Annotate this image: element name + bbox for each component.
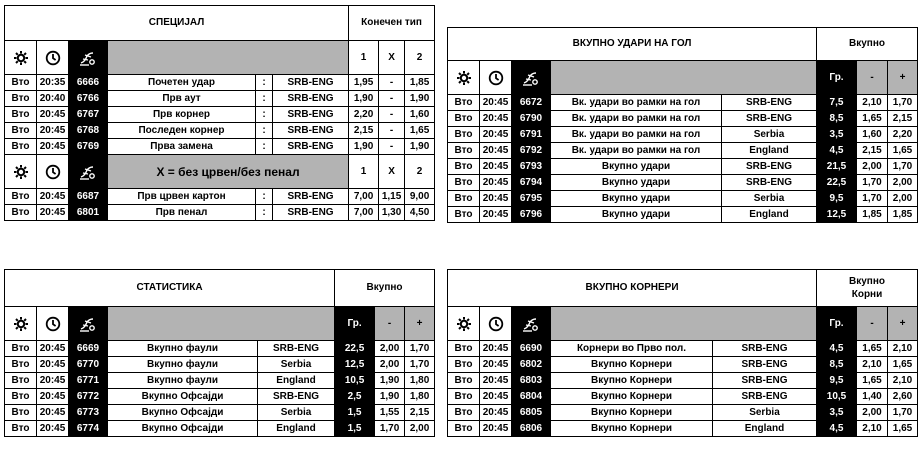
odd-under: 1,65: [857, 111, 888, 127]
table-row: [448, 207, 918, 223]
team-cell: SRB-ENG: [273, 91, 349, 107]
limit-cell: 3,5: [817, 127, 857, 143]
code-cell: 6767: [69, 107, 108, 123]
odd-under: 1,70: [375, 421, 405, 437]
code-cell: 6802: [512, 357, 551, 373]
col-title-line-1: Вкупно: [849, 275, 885, 287]
limit-cell: 8,5: [817, 357, 857, 373]
market-label: Вкупно Офсајди: [108, 421, 258, 437]
team-cell: SRB-ENG: [713, 341, 817, 357]
odd-under: 1,55: [375, 405, 405, 421]
code-cell: 6666: [69, 75, 108, 91]
corners-col-title: [817, 270, 918, 307]
separator: :: [256, 107, 273, 123]
code-cell: 6806: [512, 421, 551, 437]
time-cell: 20:45: [37, 107, 69, 123]
odd-over: 1,70: [888, 159, 918, 175]
header-fill: [551, 61, 817, 95]
clock-icon: [37, 155, 69, 189]
odd-2: 1,90: [405, 91, 435, 107]
day-cell: Вто: [448, 207, 480, 223]
odd-over: 2,00: [405, 421, 435, 437]
header-fill: [551, 307, 817, 341]
market-label: Вк. удари во рамки на гол: [551, 127, 722, 143]
table-row: [5, 91, 435, 107]
time-cell: 20:45: [480, 127, 512, 143]
time-cell: 20:35: [37, 75, 69, 91]
odd-under: 1,70: [857, 175, 888, 191]
odd-over: 2,20: [888, 127, 918, 143]
separator: :: [256, 75, 273, 91]
odd-under: 2,00: [857, 159, 888, 175]
day-cell: Вто: [448, 191, 480, 207]
limit-cell: 7,5: [817, 95, 857, 111]
shots-col-title: Вкупно: [817, 28, 918, 61]
market-label: Прв корнер: [108, 107, 256, 123]
day-cell: Вто: [5, 389, 37, 405]
table-row: [5, 205, 435, 221]
table-row: [448, 143, 918, 159]
clock-icon: [480, 307, 512, 341]
limit-cell: 4,5: [817, 341, 857, 357]
code-cell: 6687: [69, 189, 108, 205]
col-2-header: 2: [405, 155, 435, 189]
day-cell: Вто: [448, 373, 480, 389]
odd-2: 1,90: [405, 139, 435, 155]
time-cell: 20:45: [480, 405, 512, 421]
day-cell: Вто: [5, 341, 37, 357]
table-row: [448, 373, 918, 389]
odd-over: 2,15: [888, 111, 918, 127]
odd-over: 2,00: [888, 191, 918, 207]
table-row: [448, 405, 918, 421]
limit-cell: 22,5: [817, 175, 857, 191]
odd-over: 2,15: [405, 405, 435, 421]
limit-cell: 10,5: [817, 389, 857, 405]
day-cell: Вто: [448, 159, 480, 175]
odd-under: 1,60: [857, 127, 888, 143]
market-label: Вк. удари во рамки на гол: [551, 143, 722, 159]
team-cell: England: [258, 373, 335, 389]
odd-under: 2,15: [857, 143, 888, 159]
corners-block: [447, 269, 917, 437]
table-row: [448, 111, 918, 127]
market-label: Прва замена: [108, 139, 256, 155]
limit-cell: 12,5: [335, 357, 375, 373]
market-label: Вкупно Корнери: [551, 421, 713, 437]
team-cell: Serbia: [713, 405, 817, 421]
team-cell: SRB-ENG: [258, 389, 335, 405]
odd-under: 2,10: [857, 421, 888, 437]
table-row: [448, 357, 918, 373]
odd-1: 2,15: [349, 123, 379, 139]
code-cell: 6803: [512, 373, 551, 389]
odd-2: 1,85: [405, 75, 435, 91]
time-cell: 20:45: [37, 189, 69, 205]
time-cell: 20:45: [480, 111, 512, 127]
team-cell: SRB-ENG: [273, 107, 349, 123]
team-cell: SRB-ENG: [713, 357, 817, 373]
code-cell: 6672: [512, 95, 551, 111]
code-cell: 6768: [69, 123, 108, 139]
odd-2: 1,60: [405, 107, 435, 123]
col-under-header: -: [857, 61, 888, 95]
col-2-header: 2: [405, 41, 435, 75]
team-cell: SRB-ENG: [273, 189, 349, 205]
odd-1: 1,90: [349, 91, 379, 107]
table-row: [5, 357, 435, 373]
market-label: Вкупно удари: [551, 191, 722, 207]
odd-over: 1,70: [405, 341, 435, 357]
time-cell: 20:45: [480, 421, 512, 437]
table-row: [5, 75, 435, 91]
team-cell: Serbia: [722, 191, 817, 207]
time-cell: 20:40: [37, 91, 69, 107]
special-col-title: Конечен тип: [349, 6, 435, 41]
special-block: [4, 5, 434, 221]
soccer-kick-icon: [69, 155, 108, 189]
time-cell: 20:45: [480, 159, 512, 175]
odd-1: 1,95: [349, 75, 379, 91]
gear-icon: [5, 307, 37, 341]
day-cell: Вто: [448, 389, 480, 405]
market-label: Прв црвен картон: [108, 189, 256, 205]
odd-x: -: [379, 91, 405, 107]
time-cell: 20:45: [37, 139, 69, 155]
market-label: Прв аут: [108, 91, 256, 107]
stats-block: [4, 269, 434, 437]
code-cell: 6769: [69, 139, 108, 155]
code-cell: 6669: [69, 341, 108, 357]
code-cell: 6770: [69, 357, 108, 373]
time-cell: 20:45: [37, 357, 69, 373]
team-cell: Serbia: [722, 127, 817, 143]
col-under-header: -: [375, 307, 405, 341]
table-row: [448, 191, 918, 207]
team-cell: SRB-ENG: [273, 75, 349, 91]
odd-over: 1,65: [888, 143, 918, 159]
time-cell: 20:45: [37, 389, 69, 405]
separator: :: [256, 205, 273, 221]
team-cell: England: [722, 207, 817, 223]
market-label: Вк. удари во рамки на гол: [551, 95, 722, 111]
team-cell: England: [722, 143, 817, 159]
shots-title: ВКУПНО УДАРИ НА ГОЛ: [448, 28, 817, 61]
gear-icon: [448, 61, 480, 95]
col-limit-header: Гр.: [335, 307, 375, 341]
market-label: Вк. удари во рамки на гол: [551, 111, 722, 127]
market-label: Почетен удар: [108, 75, 256, 91]
header-fill: [108, 307, 335, 341]
gear-icon: [5, 41, 37, 75]
table-row: [448, 421, 918, 437]
gear-icon: [448, 307, 480, 341]
odd-under: 1,85: [857, 207, 888, 223]
odd-x: -: [379, 139, 405, 155]
limit-cell: 9,5: [817, 191, 857, 207]
day-cell: Вто: [448, 421, 480, 437]
odd-over: 1,70: [888, 95, 918, 111]
time-cell: 20:45: [480, 95, 512, 111]
limit-cell: 8,5: [817, 111, 857, 127]
col-x-header: X: [379, 41, 405, 75]
team-cell: SRB-ENG: [713, 373, 817, 389]
day-cell: Вто: [448, 341, 480, 357]
separator: :: [256, 91, 273, 107]
col-over-header: +: [405, 307, 435, 341]
clock-icon: [37, 307, 69, 341]
market-label: Последен корнер: [108, 123, 256, 139]
stats-col-title: Вкупно: [335, 270, 435, 307]
limit-cell: 1,5: [335, 405, 375, 421]
team-cell: SRB-ENG: [722, 175, 817, 191]
day-cell: Вто: [448, 175, 480, 191]
code-cell: 6774: [69, 421, 108, 437]
team-cell: SRB-ENG: [722, 111, 817, 127]
team-cell: Serbia: [258, 405, 335, 421]
limit-cell: 22,5: [335, 341, 375, 357]
market-label: Вкупно Корнери: [551, 389, 713, 405]
clock-icon: [480, 61, 512, 95]
odd-1: 2,20: [349, 107, 379, 123]
odd-over: 2,10: [888, 341, 918, 357]
table-row: [448, 175, 918, 191]
col-over-header: +: [888, 307, 918, 341]
code-cell: 6772: [69, 389, 108, 405]
day-cell: Вто: [5, 205, 37, 221]
limit-cell: 1,5: [335, 421, 375, 437]
market-label: Вкупно Корнери: [551, 357, 713, 373]
time-cell: 20:45: [37, 205, 69, 221]
code-cell: 6766: [69, 91, 108, 107]
day-cell: Вто: [5, 91, 37, 107]
limit-cell: 4,5: [817, 143, 857, 159]
table-row: [448, 341, 918, 357]
time-cell: 20:45: [37, 421, 69, 437]
odd-under: 2,00: [375, 357, 405, 373]
odd-x: -: [379, 123, 405, 139]
table-row: [448, 159, 918, 175]
shots-block: [447, 27, 917, 223]
code-cell: 6793: [512, 159, 551, 175]
time-cell: 20:45: [37, 405, 69, 421]
day-cell: Вто: [5, 421, 37, 437]
col-limit-header: Гр.: [817, 307, 857, 341]
table-row: [448, 389, 918, 405]
limit-cell: 21,5: [817, 159, 857, 175]
day-cell: Вто: [448, 111, 480, 127]
odd-2: 4,50: [405, 205, 435, 221]
odd-x: -: [379, 107, 405, 123]
odd-over: 1,65: [888, 357, 918, 373]
team-cell: SRB-ENG: [273, 123, 349, 139]
odd-under: 1,90: [375, 373, 405, 389]
table-row: [448, 127, 918, 143]
limit-cell: 10,5: [335, 373, 375, 389]
market-label: Вкупно удари: [551, 159, 722, 175]
code-cell: 6794: [512, 175, 551, 191]
code-cell: 6790: [512, 111, 551, 127]
col-limit-header: Гр.: [817, 61, 857, 95]
market-label: Вкупно Корнери: [551, 405, 713, 421]
odd-x: -: [379, 75, 405, 91]
code-cell: 6690: [512, 341, 551, 357]
limit-cell: 3,5: [817, 405, 857, 421]
odd-over: 1,70: [888, 405, 918, 421]
limit-cell: 4,5: [817, 421, 857, 437]
code-cell: 6801: [69, 205, 108, 221]
market-label: Вкупно фаули: [108, 373, 258, 389]
team-cell: SRB-ENG: [722, 159, 817, 175]
day-cell: Вто: [5, 139, 37, 155]
time-cell: 20:45: [37, 341, 69, 357]
stats-title: СТАТИСТИКА: [5, 270, 335, 307]
time-cell: 20:45: [480, 191, 512, 207]
odd-1: 7,00: [349, 189, 379, 205]
corners-title: ВКУПНО КОРНЕРИ: [448, 270, 817, 307]
market-label: Вкупно Корнери: [551, 373, 713, 389]
col-1-header: 1: [349, 41, 379, 75]
soccer-kick-icon: [69, 307, 108, 341]
table-row: [5, 107, 435, 123]
team-cell: SRB-ENG: [273, 139, 349, 155]
table-row: [5, 341, 435, 357]
table-row: [5, 405, 435, 421]
odd-over: 1,65: [888, 421, 918, 437]
day-cell: Вто: [448, 405, 480, 421]
odd-over: 1,80: [405, 373, 435, 389]
odd-over: 2,00: [888, 175, 918, 191]
odd-over: 1,85: [888, 207, 918, 223]
team-cell: SRB-ENG: [713, 389, 817, 405]
header-fill: [108, 41, 349, 75]
clock-icon: [37, 41, 69, 75]
separator: :: [256, 189, 273, 205]
market-label: Вкупно Офсајди: [108, 389, 258, 405]
soccer-kick-icon: [512, 307, 551, 341]
table-row: [5, 139, 435, 155]
odd-1: 7,00: [349, 205, 379, 221]
condition-label: X = без црвен/без пенал: [108, 155, 349, 189]
limit-cell: 2,5: [335, 389, 375, 405]
day-cell: Вто: [5, 123, 37, 139]
team-cell: Serbia: [258, 357, 335, 373]
col-x-header: X: [379, 155, 405, 189]
odd-over: 1,70: [405, 357, 435, 373]
team-cell: SRB-ENG: [722, 95, 817, 111]
day-cell: Вто: [5, 75, 37, 91]
time-cell: 20:45: [37, 373, 69, 389]
separator: :: [256, 123, 273, 139]
code-cell: 6791: [512, 127, 551, 143]
odd-under: 2,00: [375, 341, 405, 357]
time-cell: 20:45: [480, 389, 512, 405]
special-title: СПЕЦИЈАЛ: [5, 6, 349, 41]
time-cell: 20:45: [37, 123, 69, 139]
market-label: Вкупно удари: [551, 207, 722, 223]
col-over-header: +: [888, 61, 918, 95]
day-cell: Вто: [5, 189, 37, 205]
day-cell: Вто: [5, 107, 37, 123]
table-row: [448, 95, 918, 111]
soccer-kick-icon: [512, 61, 551, 95]
team-cell: SRB-ENG: [273, 205, 349, 221]
table-row: [5, 373, 435, 389]
odd-under: 1,90: [375, 389, 405, 405]
day-cell: Вто: [448, 127, 480, 143]
market-label: Корнери во Прво пол.: [551, 341, 713, 357]
day-cell: Вто: [5, 405, 37, 421]
market-label: Вкупно Офсајди: [108, 405, 258, 421]
market-label: Прв пенал: [108, 205, 256, 221]
code-cell: 6805: [512, 405, 551, 421]
odd-x: 1,30: [379, 205, 405, 221]
code-cell: 6792: [512, 143, 551, 159]
gear-icon: [5, 155, 37, 189]
team-cell: SRB-ENG: [258, 341, 335, 357]
odd-under: 2,10: [857, 95, 888, 111]
odd-x: 1,15: [379, 189, 405, 205]
code-cell: 6796: [512, 207, 551, 223]
time-cell: 20:45: [480, 341, 512, 357]
day-cell: Вто: [5, 373, 37, 389]
odd-over: 1,80: [405, 389, 435, 405]
limit-cell: 12,5: [817, 207, 857, 223]
table-row: [5, 189, 435, 205]
day-cell: Вто: [448, 95, 480, 111]
soccer-kick-icon: [69, 41, 108, 75]
code-cell: 6771: [69, 373, 108, 389]
market-label: Вкупно фаули: [108, 357, 258, 373]
odd-under: 1,70: [857, 191, 888, 207]
odd-under: 2,10: [857, 357, 888, 373]
odd-under: 1,65: [857, 373, 888, 389]
time-cell: 20:45: [480, 207, 512, 223]
market-label: Вкупно фаули: [108, 341, 258, 357]
time-cell: 20:45: [480, 357, 512, 373]
team-cell: England: [258, 421, 335, 437]
table-row: [5, 389, 435, 405]
separator: :: [256, 139, 273, 155]
code-cell: 6804: [512, 389, 551, 405]
code-cell: 6773: [69, 405, 108, 421]
market-label: Вкупно удари: [551, 175, 722, 191]
odd-1: 1,90: [349, 139, 379, 155]
team-cell: England: [713, 421, 817, 437]
odd-over: 2,60: [888, 389, 918, 405]
code-cell: 6795: [512, 191, 551, 207]
col-1-header: 1: [349, 155, 379, 189]
col-title-line-2: Корни: [851, 288, 883, 300]
odd-over: 2,10: [888, 373, 918, 389]
table-row: [5, 123, 435, 139]
day-cell: Вто: [5, 357, 37, 373]
odd-under: 2,00: [857, 405, 888, 421]
table-row: [5, 421, 435, 437]
day-cell: Вто: [448, 357, 480, 373]
time-cell: 20:45: [480, 143, 512, 159]
day-cell: Вто: [448, 143, 480, 159]
col-under-header: -: [857, 307, 888, 341]
odd-under: 1,40: [857, 389, 888, 405]
limit-cell: 9,5: [817, 373, 857, 389]
odd-under: 1,65: [857, 341, 888, 357]
time-cell: 20:45: [480, 373, 512, 389]
odd-2: 1,65: [405, 123, 435, 139]
odd-2: 9,00: [405, 189, 435, 205]
time-cell: 20:45: [480, 175, 512, 191]
